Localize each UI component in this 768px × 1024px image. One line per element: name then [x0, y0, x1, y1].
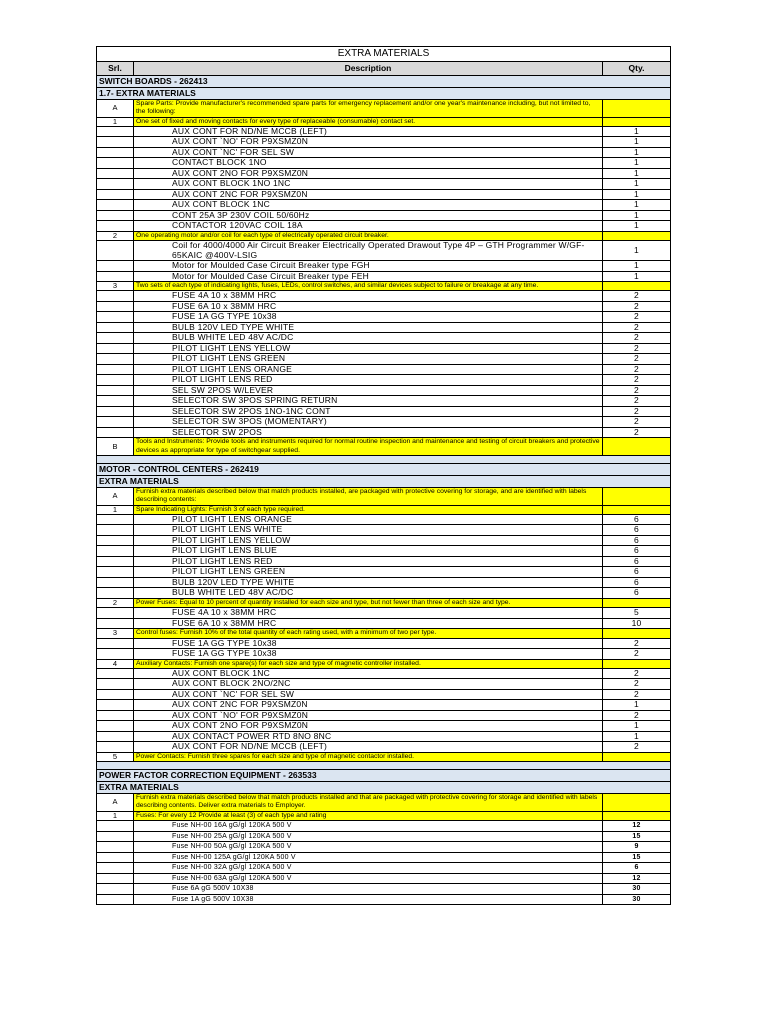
serial-cell	[97, 894, 134, 905]
item-qty: 12	[603, 821, 671, 832]
requirement-row	[97, 811, 671, 820]
item-qty: 6	[603, 588, 671, 599]
serial-cell	[97, 535, 134, 546]
requirement-text: Furnish extra materials described below that match products installed and that are packaged with protective covering for storage and identified with labels describing contents. Deliver extra materials to Employer.	[134, 794, 603, 812]
serial-cell	[97, 417, 134, 428]
serial-cell	[97, 852, 134, 863]
subsection-header-row	[97, 476, 671, 488]
item-description: FUSE 4A 10 x 38MM HRC	[134, 291, 603, 302]
item-qty: 2	[603, 417, 671, 428]
serial-cell	[97, 668, 134, 679]
item-description: AUX CONT `NO' FOR P9XSMZ0N	[134, 710, 603, 721]
item-row	[97, 210, 671, 221]
qty-cell	[603, 488, 671, 506]
serial-cell	[97, 322, 134, 333]
item-row	[97, 261, 671, 272]
requirement-text: Spare Indicating Lights: Furnish 3 of each type required.	[134, 505, 603, 514]
serial-cell	[97, 863, 134, 874]
requirement-row	[97, 231, 671, 240]
serial-cell	[97, 884, 134, 895]
item-qty: 6	[603, 535, 671, 546]
section-header-row	[97, 464, 671, 476]
item-description: BULB WHITE LED 48V AC/DC	[134, 333, 603, 344]
item-description: PILOT LIGHT LENS BLUE	[134, 546, 603, 557]
item-qty: 10	[603, 618, 671, 629]
section-header-row	[97, 770, 671, 782]
qty-cell	[603, 629, 671, 638]
item-description: AUX CONT BLOCK 1NC	[134, 668, 603, 679]
serial-cell	[97, 126, 134, 137]
requirement-text: Tools and Instruments: Provide tools and instruments required for normal routine inspection and maintenance and testing of circuit breakers and protective devices as appropriate for type of switchgear supplied.	[134, 438, 603, 456]
qty-cell	[603, 811, 671, 820]
item-qty: 1	[603, 210, 671, 221]
serial-cell	[97, 375, 134, 386]
serial-cell: B	[97, 438, 134, 456]
item-row	[97, 556, 671, 567]
item-description: AUX CONT BLOCK 1NO 1NC	[134, 179, 603, 190]
item-description: Fuse NH-00 63A gG/gl 120KA 500 V	[134, 873, 603, 884]
item-qty: 1	[603, 200, 671, 211]
item-row	[97, 385, 671, 396]
item-description: PILOT LIGHT LENS ORANGE	[134, 364, 603, 375]
serial-cell	[97, 821, 134, 832]
srl-header: Srl.	[97, 62, 134, 76]
item-row	[97, 689, 671, 700]
item-qty: 2	[603, 312, 671, 323]
item-description: AUX CONT 2NC FOR P9XSMZ0N	[134, 700, 603, 711]
item-row	[97, 742, 671, 753]
item-description: AUX CONT 2NO FOR P9XSMZ0N	[134, 168, 603, 179]
section-header-row	[97, 76, 671, 88]
serial-cell	[97, 514, 134, 525]
serial-cell: A	[97, 794, 134, 812]
serial-cell	[97, 147, 134, 158]
item-description: PILOT LIGHT LENS ORANGE	[134, 514, 603, 525]
item-qty: 30	[603, 884, 671, 895]
item-description: FUSE 1A GG TYPE 10x38	[134, 638, 603, 649]
item-description: BULB 120V LED TYPE WHITE	[134, 322, 603, 333]
serial-cell	[97, 649, 134, 660]
item-qty: 1	[603, 126, 671, 137]
spacer-row	[97, 456, 671, 464]
item-qty: 5	[603, 608, 671, 619]
item-qty: 2	[603, 668, 671, 679]
item-row	[97, 241, 671, 261]
serial-cell	[97, 618, 134, 629]
item-description: SELECTOR SW 3POS (MOMENTARY)	[134, 417, 603, 428]
serial-cell	[97, 396, 134, 407]
requirement-row	[97, 659, 671, 668]
item-description: AUX CONT FOR ND/NE MCCB (LEFT)	[134, 126, 603, 137]
item-row	[97, 577, 671, 588]
section-title: POWER FACTOR CORRECTION EQUIPMENT - 263533	[97, 770, 671, 782]
qty-cell	[603, 505, 671, 514]
item-row	[97, 525, 671, 536]
item-row	[97, 721, 671, 732]
item-description: Fuse 1A gG 500V 10X38	[134, 894, 603, 905]
requirement-text: Power Contacts: Furnish three spares for each size and type of magnetic contactor installed.	[134, 752, 603, 761]
item-qty: 6	[603, 863, 671, 874]
item-row	[97, 821, 671, 832]
item-description: AUX CONTACT POWER RTD 8NO 8NC	[134, 731, 603, 742]
requirement-row	[97, 488, 671, 506]
spacer-cell	[97, 456, 671, 464]
spacer-row	[97, 762, 671, 770]
sheet-title: EXTRA MATERIALS	[97, 47, 671, 62]
requirement-text: Fuses: For every 12 Provide at least (3) of each type and rating	[134, 811, 603, 820]
item-qty: 2	[603, 710, 671, 721]
item-row	[97, 364, 671, 375]
qty-cell	[603, 659, 671, 668]
serial-cell	[97, 200, 134, 211]
requirement-row	[97, 752, 671, 761]
item-qty: 1	[603, 168, 671, 179]
serial-cell	[97, 312, 134, 323]
spacer-cell	[97, 762, 671, 770]
item-qty: 2	[603, 396, 671, 407]
serial-cell	[97, 333, 134, 344]
item-qty: 2	[603, 343, 671, 354]
requirement-row	[97, 598, 671, 607]
requirement-row	[97, 505, 671, 514]
item-qty: 1	[603, 721, 671, 732]
item-qty: 2	[603, 333, 671, 344]
requirement-row	[97, 117, 671, 126]
item-description: SELECTOR SW 3POS SPRING RETURN	[134, 396, 603, 407]
serial-cell	[97, 261, 134, 272]
serial-cell	[97, 343, 134, 354]
requirement-text: Control fuses: Furnish 10% of the total quantity of each rating used, with a minimum of two per type.	[134, 629, 603, 638]
serial-cell	[97, 567, 134, 578]
serial-cell: 3	[97, 282, 134, 291]
item-row	[97, 831, 671, 842]
qty-cell	[603, 794, 671, 812]
item-row	[97, 200, 671, 211]
item-description: BULB 120V LED TYPE WHITE	[134, 577, 603, 588]
requirement-row	[97, 282, 671, 291]
item-description: PILOT LIGHT LENS WHITE	[134, 525, 603, 536]
qty-cell	[603, 117, 671, 126]
requirement-text: Auxiliary Contacts: Furnish one spare(s) for each size and type of magnetic controller installed.	[134, 659, 603, 668]
serial-cell	[97, 842, 134, 853]
item-row	[97, 427, 671, 438]
item-description: PILOT LIGHT LENS RED	[134, 375, 603, 386]
serial-cell	[97, 364, 134, 375]
qty-cell	[603, 752, 671, 761]
qty-cell	[603, 282, 671, 291]
item-description: PILOT LIGHT LENS GREEN	[134, 567, 603, 578]
subsection-header-row	[97, 782, 671, 794]
item-description: CONTACT BLOCK 1NO	[134, 158, 603, 169]
item-description: AUX CONT `NC' FOR SEL SW	[134, 689, 603, 700]
item-row	[97, 894, 671, 905]
requirement-text: Two sets of each type of indicating lights, fuses, LEDs, control switches, and similar devices subject to failure or breakage at any time.	[134, 282, 603, 291]
item-qty: 2	[603, 385, 671, 396]
description-header: Description	[134, 62, 603, 76]
item-description: Fuse NH-00 125A gG/gl 120KA 500 V	[134, 852, 603, 863]
item-qty: 1	[603, 731, 671, 742]
item-row	[97, 417, 671, 428]
item-description: SELECTOR SW 2POS	[134, 427, 603, 438]
item-description: Fuse NH-00 25A gG/gl 120KA 500 V	[134, 831, 603, 842]
item-qty: 1	[603, 221, 671, 232]
subsection-header-row	[97, 88, 671, 100]
item-description: FUSE 1A GG TYPE 10x38	[134, 312, 603, 323]
item-row	[97, 514, 671, 525]
subsection-title: EXTRA MATERIALS	[97, 782, 671, 794]
item-qty: 12	[603, 873, 671, 884]
item-description: AUX CONT BLOCK 2NO/2NC	[134, 679, 603, 690]
item-description: PILOT LIGHT LENS GREEN	[134, 354, 603, 365]
serial-cell	[97, 385, 134, 396]
serial-cell	[97, 721, 134, 732]
serial-cell	[97, 241, 134, 261]
item-row	[97, 375, 671, 386]
item-row	[97, 406, 671, 417]
item-row	[97, 884, 671, 895]
serial-cell	[97, 168, 134, 179]
item-row	[97, 863, 671, 874]
qty-cell	[603, 100, 671, 118]
item-row	[97, 638, 671, 649]
section-title: MOTOR - CONTROL CENTERS - 262419	[97, 464, 671, 476]
serial-cell	[97, 689, 134, 700]
serial-cell: 4	[97, 659, 134, 668]
serial-cell	[97, 873, 134, 884]
item-row	[97, 396, 671, 407]
serial-cell	[97, 137, 134, 148]
requirement-text: Spare Parts: Provide manufacturer's recommended spare parts for emergency replacement and/or one year's maintenance including, but not limited to, the following:	[134, 100, 603, 118]
serial-cell	[97, 271, 134, 282]
serial-cell	[97, 189, 134, 200]
item-row	[97, 343, 671, 354]
item-description: SEL SW 2POS W/LEVER	[134, 385, 603, 396]
qty-cell	[603, 438, 671, 456]
item-qty: 1	[603, 189, 671, 200]
item-description: PILOT LIGHT LENS YELLOW	[134, 343, 603, 354]
item-row	[97, 535, 671, 546]
item-row	[97, 126, 671, 137]
serial-cell: A	[97, 488, 134, 506]
item-description: FUSE 4A 10 x 38MM HRC	[134, 608, 603, 619]
item-row	[97, 842, 671, 853]
item-qty: 1	[603, 158, 671, 169]
item-qty: 6	[603, 556, 671, 567]
item-row	[97, 546, 671, 557]
item-qty: 15	[603, 831, 671, 842]
requirement-row	[97, 794, 671, 812]
item-description: PILOT LIGHT LENS RED	[134, 556, 603, 567]
serial-cell	[97, 556, 134, 567]
item-qty: 1	[603, 241, 671, 261]
serial-cell: 1	[97, 505, 134, 514]
serial-cell	[97, 831, 134, 842]
serial-cell	[97, 210, 134, 221]
serial-cell	[97, 638, 134, 649]
section-title: SWITCH BOARDS - 262413	[97, 76, 671, 88]
item-description: PILOT LIGHT LENS YELLOW	[134, 535, 603, 546]
item-qty: 2	[603, 406, 671, 417]
item-row	[97, 567, 671, 578]
item-qty: 6	[603, 577, 671, 588]
item-row	[97, 679, 671, 690]
item-row	[97, 700, 671, 711]
item-qty: 2	[603, 354, 671, 365]
item-row	[97, 147, 671, 158]
item-row	[97, 731, 671, 742]
serial-cell	[97, 354, 134, 365]
item-row	[97, 158, 671, 169]
item-qty: 30	[603, 894, 671, 905]
item-qty: 2	[603, 291, 671, 302]
serial-cell	[97, 742, 134, 753]
item-description: CONTACTOR 120VAC COIL 18A	[134, 221, 603, 232]
subsection-title: 1.7- EXTRA MATERIALS	[97, 88, 671, 100]
title-row	[97, 47, 671, 62]
item-description: Motor for Moulded Case Circuit Breaker type FGH	[134, 261, 603, 272]
item-description: Fuse NH-00 32A gG/gl 120KA 500 V	[134, 863, 603, 874]
item-description: FUSE 1A GG TYPE 10x38	[134, 649, 603, 660]
item-row	[97, 852, 671, 863]
item-description: Fuse 6A gG 500V 10X38	[134, 884, 603, 895]
item-description: AUX CONT 2NO FOR P9XSMZ0N	[134, 721, 603, 732]
item-description: FUSE 6A 10 x 38MM HRC	[134, 618, 603, 629]
item-qty: 2	[603, 375, 671, 386]
item-description: Coil for 4000/4000 Air Circuit Breaker Electrically Operated Drawout Type 4P – GTH Programmer W/GF-65KAIC @400V-LSIG	[134, 241, 603, 261]
serial-cell	[97, 427, 134, 438]
item-description: CONT 25A 3P 230V COIL 50/60Hz	[134, 210, 603, 221]
item-row	[97, 322, 671, 333]
serial-cell: 2	[97, 598, 134, 607]
item-description: BULB WHITE LED 48V AC/DC	[134, 588, 603, 599]
serial-cell	[97, 577, 134, 588]
item-qty: 2	[603, 301, 671, 312]
qty-cell	[603, 598, 671, 607]
item-row	[97, 312, 671, 323]
item-row	[97, 301, 671, 312]
serial-cell: 2	[97, 231, 134, 240]
item-row	[97, 168, 671, 179]
item-qty: 6	[603, 525, 671, 536]
item-description: Fuse NH-00 50A gG/gl 120KA 500 V	[134, 842, 603, 853]
serial-cell: 3	[97, 629, 134, 638]
serial-cell: 5	[97, 752, 134, 761]
requirement-text: Furnish extra materials described below that match products installed, are packaged with protective covering for storage, and are identified with labels describing contents:	[134, 488, 603, 506]
serial-cell	[97, 525, 134, 536]
item-description: AUX CONT `NC' FOR SEL SW	[134, 147, 603, 158]
item-description: Motor for Moulded Case Circuit Breaker type FEH	[134, 271, 603, 282]
item-row	[97, 588, 671, 599]
item-qty: 6	[603, 546, 671, 557]
item-description: FUSE 6A 10 x 38MM HRC	[134, 301, 603, 312]
item-qty: 2	[603, 679, 671, 690]
requirement-text: One operating motor and/or coil for each type of electrically operated circuit breaker.	[134, 231, 603, 240]
serial-cell: 1	[97, 117, 134, 126]
serial-cell	[97, 179, 134, 190]
item-qty: 2	[603, 649, 671, 660]
item-row	[97, 271, 671, 282]
item-qty: 1	[603, 147, 671, 158]
item-qty: 1	[603, 271, 671, 282]
requirement-row	[97, 629, 671, 638]
item-description: AUX CONT BLOCK 1NC	[134, 200, 603, 211]
item-row	[97, 608, 671, 619]
serial-cell	[97, 406, 134, 417]
serial-cell	[97, 588, 134, 599]
item-qty: 1	[603, 137, 671, 148]
serial-cell	[97, 546, 134, 557]
item-qty: 1	[603, 700, 671, 711]
item-description: Fuse NH-00 16A gG/gl 120KA 500 V	[134, 821, 603, 832]
item-row	[97, 333, 671, 344]
qty-header: Qty.	[603, 62, 671, 76]
serial-cell	[97, 221, 134, 232]
item-qty: 1	[603, 179, 671, 190]
item-qty: 2	[603, 364, 671, 375]
header-row	[97, 62, 671, 76]
item-qty: 2	[603, 742, 671, 753]
item-row	[97, 618, 671, 629]
item-row	[97, 221, 671, 232]
item-row	[97, 668, 671, 679]
item-qty: 2	[603, 638, 671, 649]
item-description: AUX CONT `NO' FOR P9XSMZ0N	[134, 137, 603, 148]
serial-cell	[97, 731, 134, 742]
item-qty: 2	[603, 689, 671, 700]
serial-cell	[97, 608, 134, 619]
requirement-text: One set of fixed and moving contacts for every type of replaceable (consumable) contact set.	[134, 117, 603, 126]
serial-cell	[97, 710, 134, 721]
item-qty: 2	[603, 427, 671, 438]
item-qty: 6	[603, 567, 671, 578]
item-description: AUX CONT FOR ND/NE MCCB (LEFT)	[134, 742, 603, 753]
item-row	[97, 291, 671, 302]
item-row	[97, 354, 671, 365]
item-qty: 6	[603, 514, 671, 525]
item-row	[97, 710, 671, 721]
item-row	[97, 179, 671, 190]
serial-cell	[97, 291, 134, 302]
item-qty: 15	[603, 852, 671, 863]
item-description: AUX CONT 2NC FOR P9XSMZ0N	[134, 189, 603, 200]
qty-cell	[603, 231, 671, 240]
item-row	[97, 189, 671, 200]
serial-cell	[97, 158, 134, 169]
requirement-row	[97, 438, 671, 456]
item-qty: 1	[603, 261, 671, 272]
serial-cell	[97, 301, 134, 312]
item-qty: 9	[603, 842, 671, 853]
requirement-row	[97, 100, 671, 118]
serial-cell: A	[97, 100, 134, 118]
serial-cell: 1	[97, 811, 134, 820]
extra-materials-table	[96, 46, 671, 905]
item-row	[97, 649, 671, 660]
item-description: SELECTOR SW 2POS 1NO-1NC CONT	[134, 406, 603, 417]
item-row	[97, 873, 671, 884]
item-row	[97, 137, 671, 148]
subsection-title: EXTRA MATERIALS	[97, 476, 671, 488]
serial-cell	[97, 700, 134, 711]
item-qty: 2	[603, 322, 671, 333]
serial-cell	[97, 679, 134, 690]
requirement-text: Power Fuses: Equal to 10 percent of quantity installed for each size and type, but not fewer than three of each size and type.	[134, 598, 603, 607]
